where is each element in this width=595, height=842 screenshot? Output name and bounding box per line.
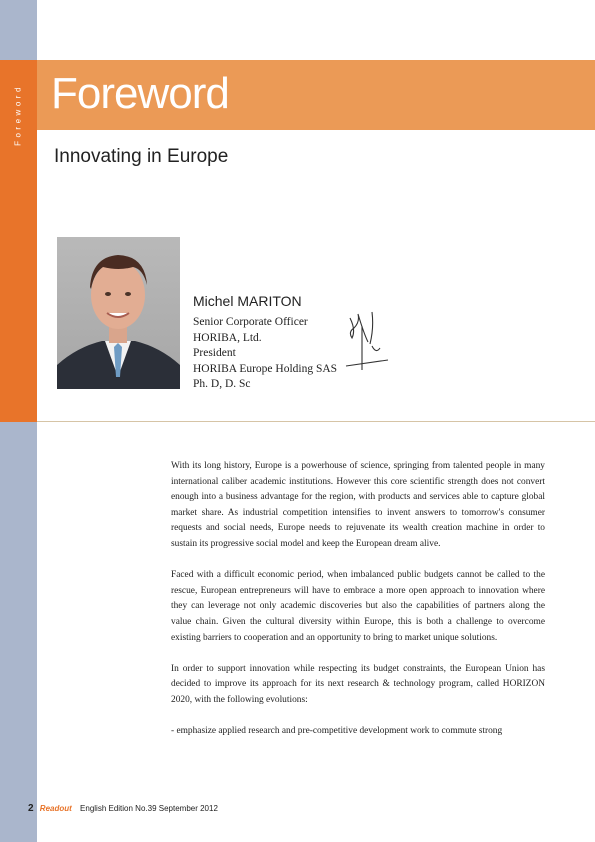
paragraph: - emphasize applied research and pre-competitive development work to commute strong — [171, 726, 503, 737]
edition-info: English Edition No.39 September 2012 — [80, 804, 218, 813]
page-title: Foreword — [51, 69, 229, 118]
author-name: Michel MARITON — [193, 293, 302, 309]
author-credentials — [193, 315, 337, 393]
author-line: President — [193, 347, 236, 359]
header-band — [37, 60, 595, 130]
article-body — [171, 459, 545, 755]
signature — [342, 308, 392, 388]
page-footer — [28, 803, 218, 814]
side-strip-bottom — [0, 422, 37, 842]
author-line: HORIBA Europe Holding SAS — [193, 362, 338, 375]
author-line: Senior Corporate Officer — [193, 316, 308, 328]
side-section-label: Foreword — [13, 84, 23, 146]
author-line: Ph. D, D. Sc — [193, 378, 251, 390]
section-divider — [37, 421, 595, 422]
article-subtitle: Innovating in Europe — [54, 146, 229, 167]
brand-logo: Readout — [39, 804, 72, 813]
author-portrait — [57, 237, 180, 389]
paragraph: Faced with a difficult economic period, when imbalanced public budgets cannot be called to the rescue, European entrepreneurs will have to embrace a more open approach to innovation where they can leverage not only academic discoveries but also the capabilities of partners along the value chain. Given the cultural diversity within Europe, this is both a challenge to overcome existing barriers to cooperation and an opportunity to bring to market unique solutions. — [171, 570, 545, 643]
paragraph: In order to support innovation while respecting its budget constraints, the European Union has decided to improve its approach for its next research & technology program, called HORIZON 2020, with the following evolutions: — [171, 663, 545, 705]
portrait-illustration — [57, 237, 180, 389]
author-line: HORIBA, Ltd. — [193, 331, 262, 344]
side-strip-top — [0, 0, 37, 60]
paragraph: With its long history, Europe is a powerhouse of science, springing from talented people in many international caliber academic institutions. However this core scientific strength does not convert enough into a business advantage for the region, with products and services able to capture global market share. As industrial competition intensifies to invent answers to tomorrow's consumer requests and social needs, Europe needs to rejuvenate its wealth creation machine in order to sustain its progressive social model and keep the European dream alive. — [171, 461, 545, 549]
page-number: 2 — [28, 803, 34, 814]
